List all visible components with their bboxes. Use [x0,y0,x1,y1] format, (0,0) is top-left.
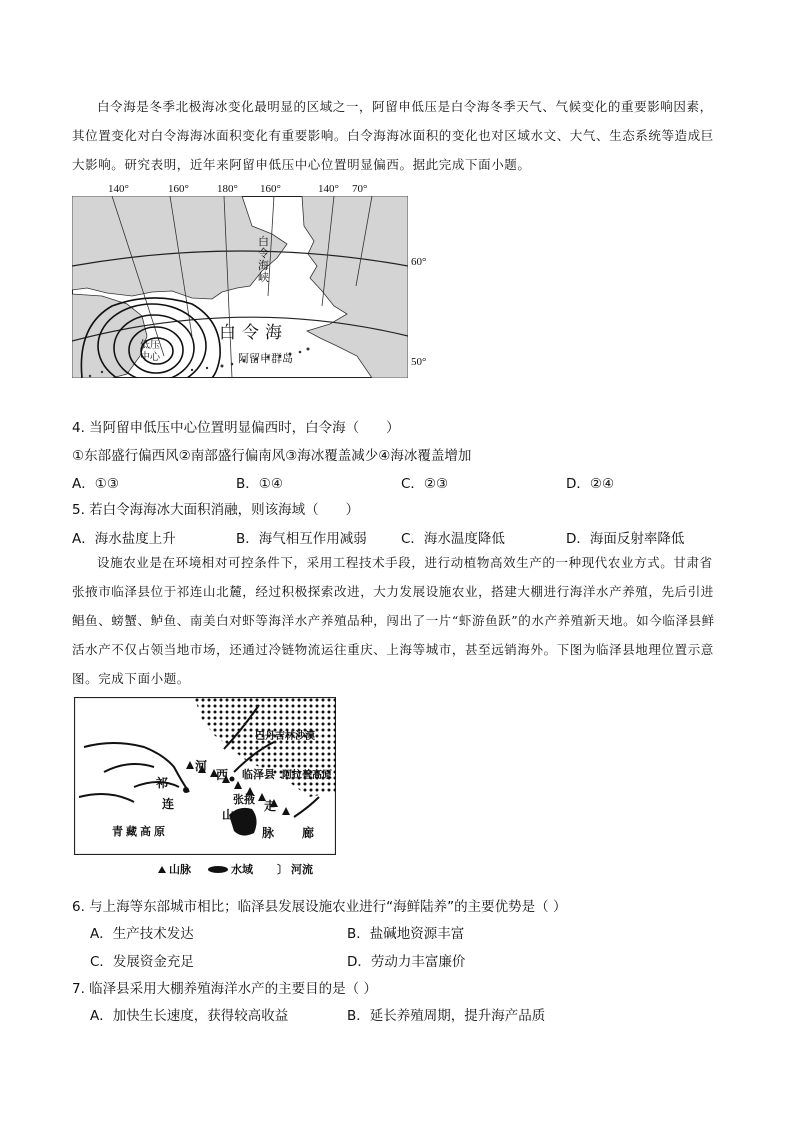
question-6-stem: 6. 与上海等东部城市相比；临泽县发展设施农业进行“海鲜陆养”的主要优势是（ ） [72,899,567,915]
river-icon: 〕 [277,863,288,876]
tibetan-plateau-label: 青藏高原 [112,825,168,838]
zhangye-label: 张掖 [233,793,255,806]
q6-option-c[interactable]: C．发展资金充足 [90,954,194,970]
q4-option-d[interactable]: D．②④ [566,476,615,492]
low-pressure-center-label: 低压 中心 [140,340,160,363]
q7-option-b[interactable]: B．延长养殖周期，提升海产品质 [347,1008,546,1024]
q6-option-b[interactable]: B．盐碱地资源丰富 [347,926,465,942]
legend-water: 水域 [208,861,253,877]
qilian-lian-label: 连 [162,797,175,811]
qilian-qi-label: 祁 [156,776,169,790]
question-4-items: ①东部盛行偏西风②南部盛行偏南风③海冰覆盖减少④海冰覆盖增加 [72,448,472,464]
bering-strait-label: 白 令 海 峡 [258,235,269,284]
aleutian-islands-label: 阿留申群岛 [238,352,293,365]
linze-county-label: 临泽县 [242,768,275,781]
question-5-stem: 5. 若白令海海冰大面积消融，则该海域（ ） [72,502,360,518]
lat-50-label: 50° [411,356,427,368]
hexi-he-label: 河 [195,759,208,773]
map1-lon-label: 180° [217,183,238,195]
map1-lon-label: 160° [168,183,189,195]
corridor-zou-label: 走 [264,799,277,813]
mountain-shan-label: 山 [222,808,235,822]
water-icon [208,866,228,873]
passage-1: 白令海是冬季北极海冰变化最明显的区域之一，阿留申低压是白令海冬季天气、气候变化的重要影响因素，其位置变化对白令海海冰面积变化有重要影响。白令海海冰面积的变化也对区域水文、大气、生态系统等造成巨大影响。研究表明，近年来阿留申低压中心位置明显偏西。据此完成下面小题。 [72,99,714,172]
passage-2: 设施农业是在环境相对可控条件下，采用工程技术手段，进行动植物高效生产的一种现代农业方式。甘肃省张掖市临泽县位于祁连山北麓，经过积极探索改进，大力发展设施农业，搭建大棚进行海洋水产养殖，先后引进鲳鱼、螃蟹、鲈鱼、南美白对虾等海洋水产养殖品种，闯出了一片“虾游鱼跃”的水产养殖新天地。如今临泽县鲜活水产不仅占领当地市场，还通过冷链物流运往重庆、上海等城市，甚至远销海外。下图为临泽县地理位置示意图。完成下面小题。 [72,555,715,686]
mountain-icon [158,866,166,873]
legend-mountain: 山脉 [158,861,191,877]
map1-lon-label: 140° [318,183,339,195]
badain-jaran-desert-label: 巴丹吉林沙漠 [255,731,315,742]
map1-lon-label: 160° [260,183,281,195]
question-7-stem: 7. 临泽县采用大棚养殖海洋水产的主要目的是（ ） [72,981,377,997]
q6-option-d[interactable]: D．劳动力丰富廉价 [347,954,466,970]
q7-option-a[interactable]: A．加快生长速度，获得较高收益 [90,1008,289,1024]
corridor-lang-label: 廊 [302,826,315,840]
alxa-plateau-label: 阿拉善高原 [282,770,332,781]
q6-option-a[interactable]: A．生产技术发达 [90,926,194,942]
bering-sea-label: 白令海 [219,323,288,343]
q4-option-a[interactable]: A．①③ [72,476,119,492]
map1-lon-label: 70° [352,183,368,195]
q5-option-c[interactable]: C．海水温度降低 [401,531,505,547]
map1-lon-label: 140° [108,183,129,195]
q5-option-a[interactable]: A．海水盐度上升 [72,531,176,547]
q5-option-d[interactable]: D．海面反射率降低 [566,531,685,547]
hexi-xi-label: 西 [216,768,229,782]
question-4-stem: 4. 当阿留申低压中心位置明显偏西时，白令海（ ） [72,420,400,436]
mountain-mai-label: 脉 [262,826,275,840]
q4-option-b[interactable]: B．①④ [236,476,283,492]
legend-river: 〕 河流 [277,863,313,876]
q4-option-c[interactable]: C．②③ [401,476,449,492]
q5-option-b[interactable]: B．海气相互作用减弱 [236,531,367,547]
lat-60-label: 60° [411,256,427,268]
